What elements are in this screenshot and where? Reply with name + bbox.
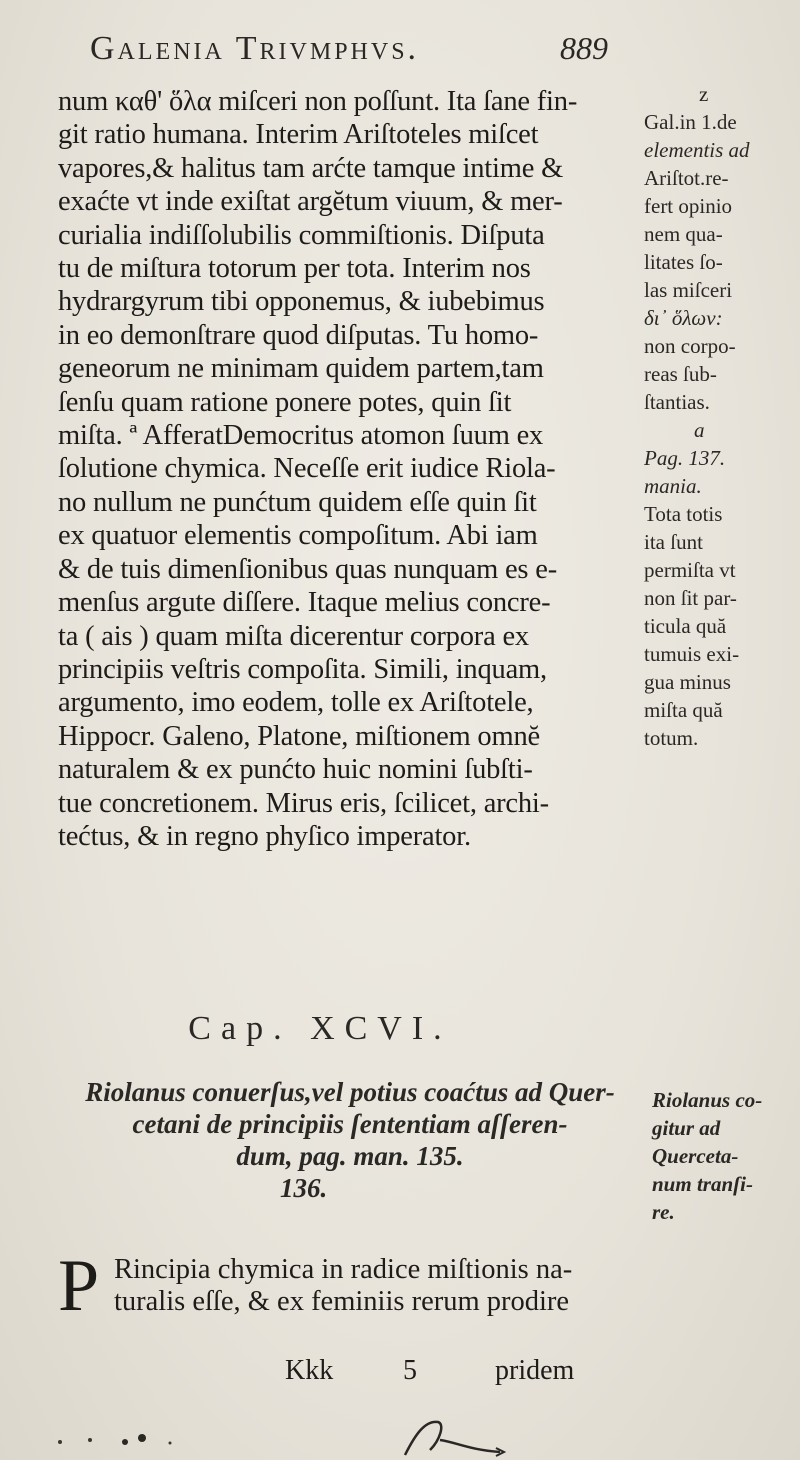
margin-note: a: [694, 418, 705, 442]
summary-line: cetani de principiis ſententiam aſſeren-: [132, 1109, 568, 1139]
text-line: ſolutione chymica. Neceſſe erit iudice Riola-: [58, 453, 556, 485]
page-number: 889: [560, 30, 608, 66]
margin-note: num tranſi-: [652, 1172, 753, 1196]
signature-number: 5: [403, 1355, 417, 1386]
running-head: Galenia Trivmphvs.: [90, 30, 420, 67]
text-line: hydrargyrum tibi opponemus, & iubebimus: [58, 286, 545, 318]
margin-note: mania.: [644, 474, 702, 498]
text-line: & de tuis dimenſionibus quas nunquam es e-: [58, 553, 557, 585]
margin-note: totum.: [644, 726, 699, 750]
text-line: exaćte vt inde exiſtat argĕtum viuum, & mer-: [58, 186, 563, 218]
text-line: menſus argute diſſere. Itaque melius concre-: [58, 587, 551, 619]
text-line: ſenſu quam ratione ponere potes, quin ſit: [58, 386, 512, 418]
margin-note: Tota totis: [644, 502, 723, 526]
signature-mark: Kkk: [285, 1355, 334, 1386]
text-line: git ratio humana. Interim Ariſtoteles miſcet: [58, 119, 539, 151]
summary-line: Riolanus conuerſus,vel potius coaćtus ad Quer-: [85, 1077, 615, 1107]
text-line: ta ( ais ) quam miſta dicerentur corpora ex: [58, 620, 529, 652]
text-line: in eo demonſtrare quod diſputas. Tu homo-: [58, 319, 539, 351]
margin-note: miſta quă: [644, 698, 723, 722]
margin-note: gua minus: [644, 670, 731, 694]
margin-note: re.: [652, 1200, 675, 1224]
text-line: Rincipia chymica in radice miſtionis na-: [114, 1254, 573, 1285]
drop-cap: P: [58, 1245, 100, 1327]
margin-note: nem qua-: [644, 222, 723, 246]
text-line: curialia indiſſolubilis commiſtionis. Diſputa: [58, 219, 545, 251]
margin-note: Pag. 137.: [644, 446, 726, 470]
main-text-block: [58, 85, 636, 853]
margin-note: tumuis exi-: [644, 642, 740, 666]
chapter-heading: Cap. XCVI.: [188, 1010, 452, 1047]
text-line: miſta. ª AfferatDemocritus atomon ſuum ex: [58, 420, 544, 452]
margin-notes: [644, 80, 796, 752]
margin-note: Gal.in 1.de: [644, 110, 737, 134]
margin-note: non corpo-: [644, 334, 736, 358]
text-line: principiis veſtris compoſita. Simili, inquam,: [58, 653, 547, 685]
chapter-summary: [70, 1076, 630, 1204]
margin-note: non ſit par-: [644, 586, 737, 610]
margin-note: las miſceri: [644, 278, 733, 302]
margin-note: ita ſunt: [644, 530, 703, 554]
text-line: vapores,& halitus tam arćte tamque intime &: [58, 152, 564, 184]
summary-line: 136.: [280, 1173, 328, 1203]
text-line: tue concretionem. Mirus eris, ſcilicet, archi-: [58, 787, 549, 819]
margin-notes-2: [652, 1086, 800, 1226]
text-line: num καθ' ὅλα miſceri non poſſunt. Ita ſane fin-: [58, 86, 578, 117]
text-line: Hippocr. Galeno, Platone, miſtionem omnĕ: [58, 720, 540, 752]
margin-note: ticula quă: [644, 614, 727, 638]
ink-flourish-icon: [400, 1410, 510, 1460]
text-line: turalis eſſe, & ex feminiis rerum prodire: [114, 1286, 570, 1317]
text-line: tu de miſtura totorum per tota. Interim nos: [58, 253, 531, 285]
margin-note: Quercetа-: [652, 1144, 739, 1168]
chapter-text-block: [58, 1245, 648, 1327]
margin-note: litates ſo-: [644, 250, 723, 274]
margin-note: δι᾽ ὅλων:: [644, 306, 723, 330]
page-header: [90, 30, 750, 70]
margin-note: ſtantias.: [644, 390, 710, 414]
margin-note: reas ſub-: [644, 362, 717, 386]
catchword: pridem: [495, 1355, 575, 1386]
margin-note: fert opinio: [644, 194, 733, 218]
text-line: tećtus, & in regno phyſico imperator.: [58, 820, 471, 852]
ink-specks-icon: [30, 1412, 190, 1452]
text-line: naturalem & ex punćto huic nomini ſubſti-: [58, 754, 533, 786]
summary-line: dum, pag. man. 135.: [236, 1141, 464, 1171]
margin-note: permiſta vt: [644, 558, 736, 582]
text-line: geneorum ne minimam quidem partem,tam: [58, 353, 544, 385]
margin-note: z: [699, 82, 709, 106]
text-line: no nullum ne punćtum quidem eſſe quin ſit: [58, 486, 537, 518]
text-line: ex quatuor elementis compoſitum. Abi iam: [58, 520, 538, 552]
margin-note: elementis ad: [644, 138, 750, 162]
margin-note: Riolanus co-: [652, 1088, 763, 1112]
margin-note: Ariſtot.re-: [644, 166, 729, 190]
margin-note: gitur ad: [652, 1116, 721, 1140]
text-line: argumento, imo eodem, tolle ex Ariſtotele,: [58, 687, 534, 719]
